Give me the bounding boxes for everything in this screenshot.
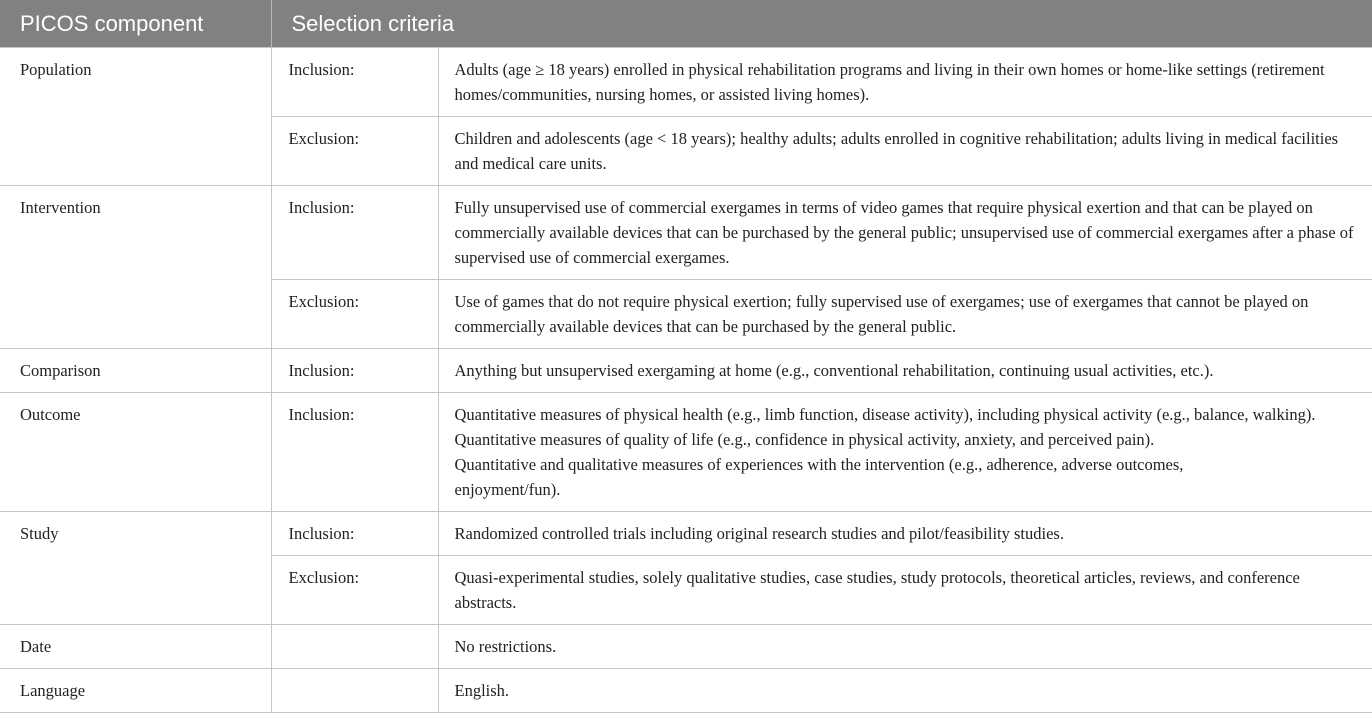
intervention-inclusion-text: Fully unsupervised use of commercial exergames in terms of video games that require physical exertion and that can be played on commercially available devices that can be purchased by the general public; unsupervised use of commercial exergames after a phase of supervised use of commercial exergames. — [438, 186, 1372, 280]
inclusion-label: Inclusion: — [271, 512, 438, 556]
outcome-inclusion-cell — [438, 393, 1372, 512]
table-row — [0, 349, 1372, 393]
date-criteria-text: No restrictions. — [438, 625, 1372, 669]
row-label-study: Study — [0, 512, 271, 625]
empty-cell — [271, 669, 438, 713]
exclusion-label: Exclusion: — [271, 556, 438, 625]
table-row — [0, 48, 1372, 117]
row-label-language: Language — [0, 669, 271, 713]
outcome-line-experiences: Quantitative and qualitative measures of experiences with the intervention (e.g., adherence, adverse outcomes, enjoyment/fun). — [454, 455, 1184, 499]
study-exclusion-text: Quasi-experimental studies, solely qualitative studies, case studies, study protocols, theoretical articles, reviews, and conference abstracts. — [438, 556, 1372, 625]
comparison-inclusion-text: Anything but unsupervised exergaming at home (e.g., conventional rehabilitation, continuing usual activities, etc.). — [438, 349, 1372, 393]
table-header-row — [0, 0, 1372, 48]
inclusion-label: Inclusion: — [271, 393, 438, 512]
empty-cell — [271, 625, 438, 669]
study-inclusion-text: Randomized controlled trials including original research studies and pilot/feasibility studies. — [438, 512, 1372, 556]
row-label-comparison: Comparison — [0, 349, 271, 393]
exclusion-label: Exclusion: — [271, 280, 438, 349]
header-picos-component: PICOS component — [0, 0, 271, 48]
language-criteria-text: English. — [438, 669, 1372, 713]
table-row — [0, 512, 1372, 556]
table-row — [0, 669, 1372, 713]
row-label-outcome: Outcome — [0, 393, 271, 512]
exclusion-label: Exclusion: — [271, 117, 438, 186]
table-row — [0, 186, 1372, 280]
population-exclusion-text: Children and adolescents (age < 18 years); healthy adults; adults enrolled in cognitive rehabilitation; adults living in medical facilities and medical care units. — [438, 117, 1372, 186]
table-row — [0, 625, 1372, 669]
outcome-line-quality-of-life: Quantitative measures of quality of life (e.g., confidence in physical activity, anxiety, and perceived pain). — [454, 430, 1155, 449]
row-label-population: Population — [0, 48, 271, 186]
population-inclusion-text: Adults (age ≥ 18 years) enrolled in physical rehabilitation programs and living in their own homes or home-like settings (retirement homes/communities, nursing homes, or assisted living homes). — [438, 48, 1372, 117]
inclusion-label: Inclusion: — [271, 186, 438, 280]
outcome-line-physical-health: Quantitative measures of physical health (e.g., limb function, disease activity), including physical activity (e.g., balance, walking). — [454, 405, 1316, 424]
row-label-date: Date — [0, 625, 271, 669]
header-selection-criteria: Selection criteria — [271, 0, 1372, 48]
inclusion-label: Inclusion: — [271, 48, 438, 117]
inclusion-label: Inclusion: — [271, 349, 438, 393]
intervention-exclusion-text: Use of games that do not require physical exertion; fully supervised use of exergames; use of exergames that cannot be played on commercially available devices that can be purchased by the general public. — [438, 280, 1372, 349]
row-label-intervention: Intervention — [0, 186, 271, 349]
table-row — [0, 393, 1372, 512]
